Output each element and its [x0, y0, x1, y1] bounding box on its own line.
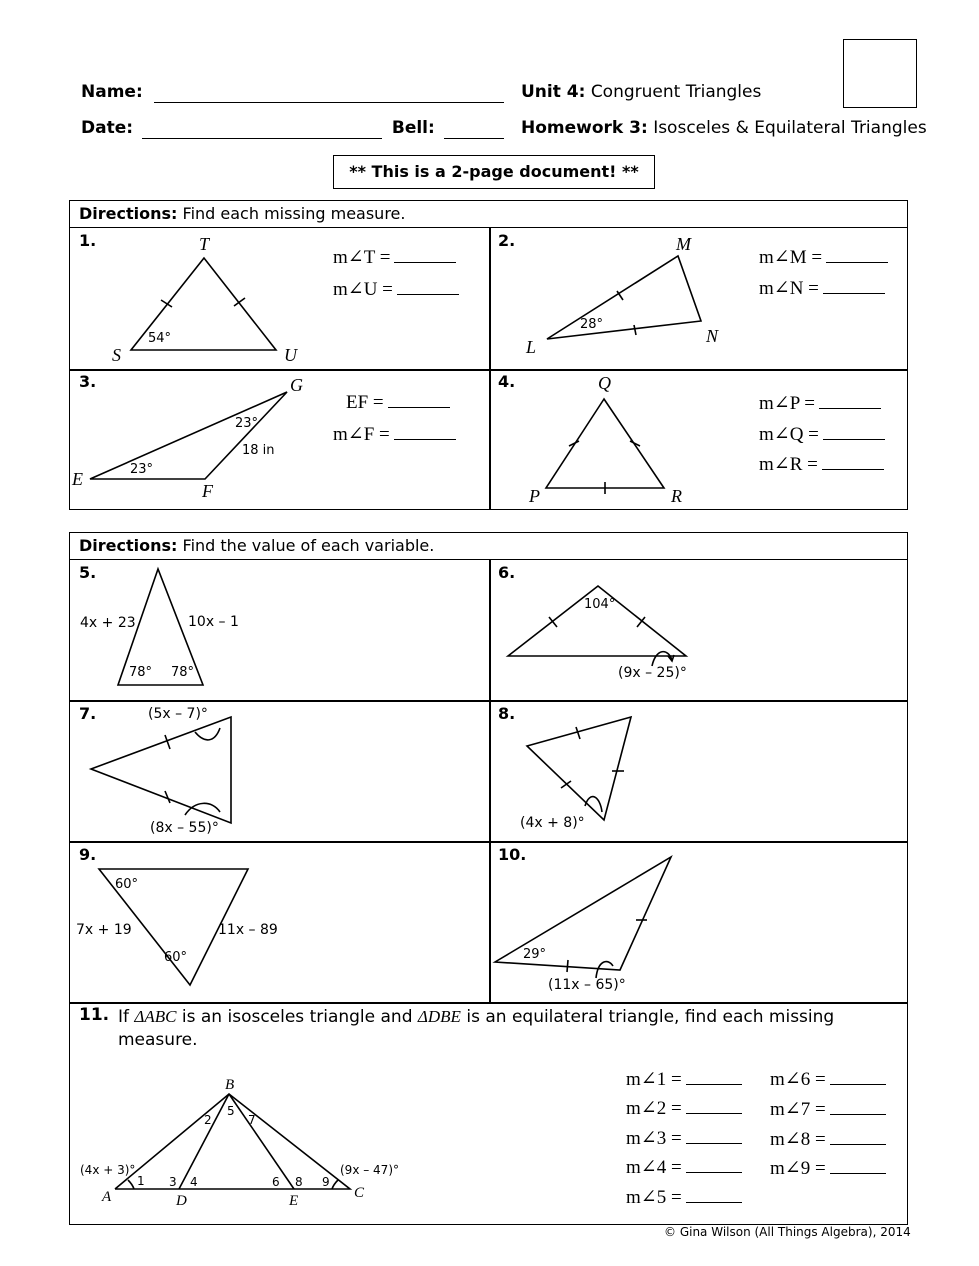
label-9c: 11x – 89 — [218, 922, 278, 938]
angle-6: 6 — [272, 1175, 280, 1189]
directions-text: Find the value of each variable. — [182, 536, 435, 555]
answer-11-7[interactable]: m∠7 = — [770, 1098, 886, 1121]
text-part: is an isosceles triangle and — [181, 1007, 413, 1027]
problem-4-number: 4. — [498, 372, 516, 391]
label-5a: 4x + 23 — [80, 615, 136, 631]
vertex-f: F — [202, 481, 213, 501]
date-label: Date: — [81, 118, 134, 138]
label-10b: (11x – 65)° — [548, 977, 626, 993]
angle-7: 7 — [248, 1113, 256, 1127]
triangle-abc-name: ΔABC — [134, 1007, 177, 1026]
directions-label: Directions: — [79, 536, 178, 555]
name-label: Name: — [81, 82, 143, 102]
vertex-d: D — [176, 1193, 187, 1209]
label-6b: (9x – 25)° — [618, 665, 687, 681]
answer-11-3[interactable]: m∠3 = — [626, 1127, 742, 1150]
angle-4: 4 — [190, 1175, 198, 1189]
answer-11-9[interactable]: m∠9 = — [770, 1157, 886, 1180]
answer-4a[interactable]: m∠P = — [759, 392, 881, 415]
problem-1-number: 1. — [79, 231, 97, 250]
label-7b: (8x – 55)° — [150, 820, 219, 836]
vertex-e: E — [289, 1193, 299, 1209]
vertex-s: S — [112, 345, 121, 365]
answer-11-6[interactable]: m∠6 = — [770, 1068, 886, 1091]
side-fg-label: 18 in — [242, 443, 275, 458]
answer-4b[interactable]: m∠Q = — [759, 423, 885, 446]
unit-label: Unit 4: — [521, 82, 586, 102]
unit-name: Congruent Triangles — [590, 82, 762, 102]
angle-1: 1 — [137, 1174, 145, 1188]
vertex-e: E — [72, 469, 83, 489]
angle-8: 8 — [295, 1175, 303, 1189]
vertex-p: P — [529, 486, 540, 506]
angle-g-label: 23° — [235, 416, 259, 431]
answer-2b[interactable]: m∠N = — [759, 277, 885, 300]
problem-7-number: 7. — [79, 704, 97, 723]
vertex-b: B — [225, 1077, 235, 1093]
vertex-c: C — [354, 1185, 365, 1201]
label-5c: 78° — [129, 665, 153, 680]
two-page-notice: ** This is a 2-page document! ** — [333, 155, 655, 189]
triangle-dbe-name: ΔDBE — [417, 1007, 461, 1026]
label-10a: 29° — [523, 947, 547, 962]
problem-11-number: 11. — [79, 1005, 110, 1025]
vertex-r: R — [671, 486, 682, 506]
problem-3-number: 3. — [79, 372, 97, 391]
angle-3: 3 — [169, 1175, 177, 1189]
text-part: is an equilateral triangle, find each missing — [466, 1007, 835, 1027]
label-5d: 78° — [171, 665, 195, 680]
answer-11-4[interactable]: m∠4 = — [626, 1156, 742, 1179]
vertex-t: T — [199, 234, 210, 254]
problem-2-number: 2. — [498, 231, 516, 250]
vertex-q: Q — [598, 373, 611, 393]
vertex-a: A — [102, 1189, 112, 1205]
problem-5-number: 5. — [79, 563, 97, 582]
angle-e-label: 23° — [130, 462, 154, 477]
label-6a: 104° — [584, 597, 616, 612]
problem-9-number: 9. — [79, 845, 97, 864]
vertex-n: N — [706, 326, 719, 346]
angle-2: 2 — [204, 1113, 212, 1127]
label-9a: 60° — [115, 877, 139, 892]
answer-2a[interactable]: m∠M = — [759, 246, 888, 269]
answer-1b[interactable]: m∠U = — [333, 278, 459, 301]
answer-11-2[interactable]: m∠2 = — [626, 1097, 742, 1120]
label-7a: (5x – 7)° — [148, 706, 208, 722]
label-9b: 7x + 19 — [76, 922, 132, 938]
problem-10-number: 10. — [498, 845, 527, 864]
angle-9: 9 — [322, 1175, 330, 1189]
answer-4c[interactable]: m∠R = — [759, 453, 884, 476]
answer-1a[interactable]: m∠T = — [333, 246, 456, 269]
angle-c-label: (9x – 47)° — [340, 1163, 399, 1177]
label-5b: 10x – 1 — [188, 614, 239, 630]
copyright: © Gina Wilson (All Things Algebra), 2014 — [664, 1225, 911, 1239]
angle-5: 5 — [227, 1104, 235, 1118]
directions-label: Directions: — [79, 204, 178, 223]
angle-l-label: 28° — [580, 317, 604, 332]
angle-a-label: (4x + 3)° — [80, 1163, 136, 1177]
vertex-m: M — [676, 234, 691, 254]
angle-s-label: 54° — [148, 331, 172, 346]
answer-3b[interactable]: m∠F = — [333, 423, 456, 446]
answer-11-1[interactable]: m∠1 = — [626, 1068, 742, 1091]
vertex-l: L — [526, 337, 537, 357]
homework-name: Isosceles & Equilateral Triangles — [653, 118, 927, 138]
problem-6-number: 6. — [498, 563, 516, 582]
bell-label: Bell: — [391, 118, 435, 138]
vertex-g: G — [290, 375, 303, 395]
answer-3a[interactable]: EF = — [346, 392, 450, 414]
label-8a: (4x + 8)° — [520, 815, 585, 831]
text-part: If — [118, 1007, 129, 1027]
vertex-u: U — [284, 345, 297, 365]
answer-11-8[interactable]: m∠8 = — [770, 1128, 886, 1151]
text-part: measure. — [118, 1030, 198, 1050]
answer-11-5[interactable]: m∠5 = — [626, 1186, 742, 1209]
directions-text: Find each missing measure. — [182, 204, 406, 223]
label-9d: 60° — [164, 950, 188, 965]
problem-8-number: 8. — [498, 704, 516, 723]
homework-label: Homework 3: — [521, 118, 648, 138]
